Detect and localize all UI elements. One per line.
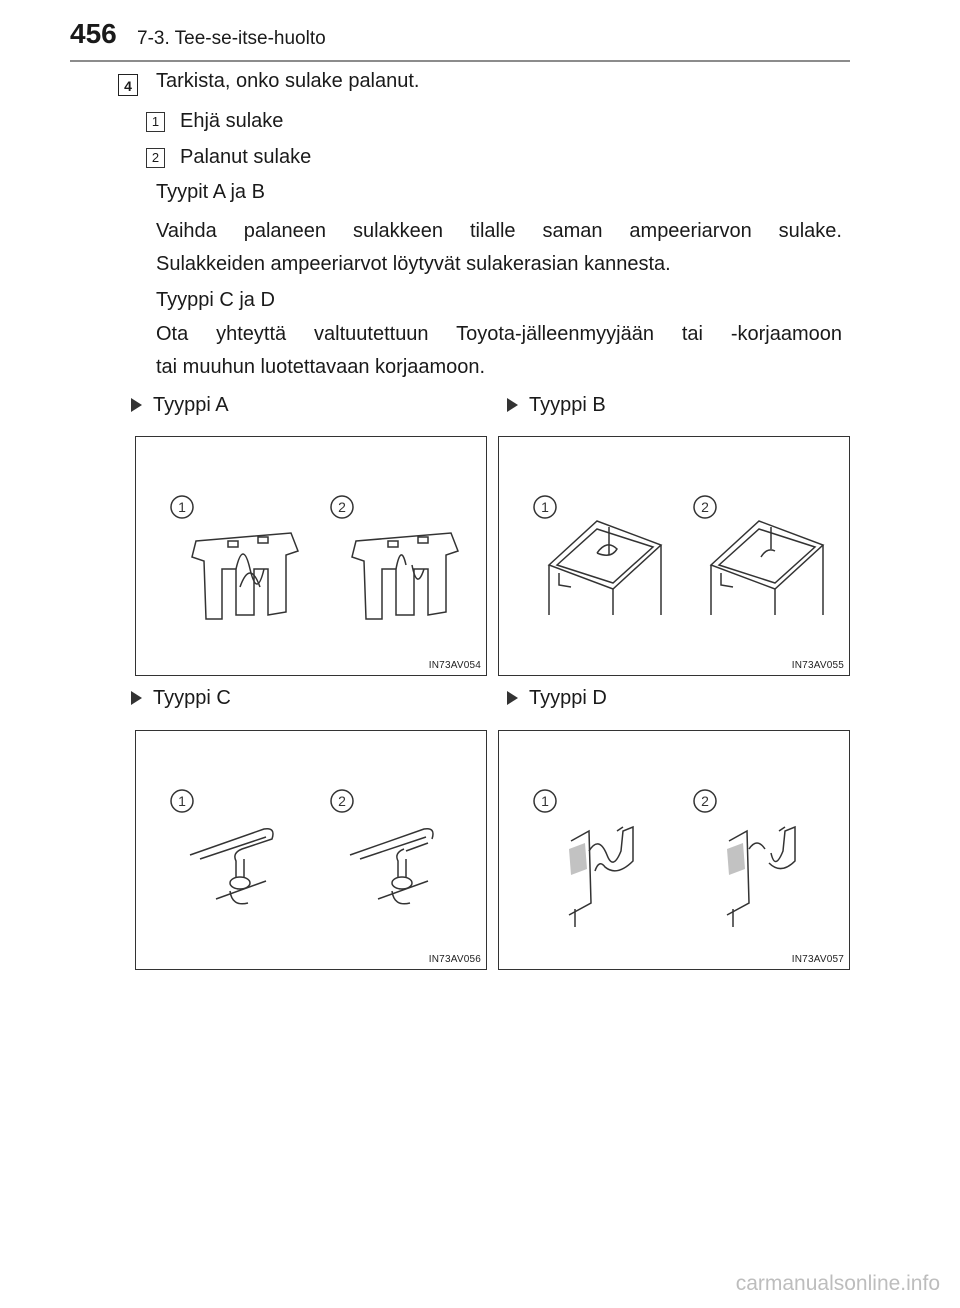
- figure-code: IN73AV056: [428, 954, 481, 965]
- types-cd-heading: Tyyppi C ja D: [156, 289, 275, 311]
- replace-instruction-line-1: Vaihda palaneen sulakkeen tilalle saman ampeeriarvon sulake.: [156, 220, 842, 242]
- label-good-fuse: 1: [178, 499, 186, 515]
- step-number-badge: 4: [118, 74, 138, 96]
- triangle-bullet-icon: [507, 691, 518, 705]
- label-good-fuse: 1: [541, 499, 549, 515]
- types-ab-heading: Tyypit A ja B: [156, 181, 265, 203]
- step-instruction: Tarkista, onko sulake palanut.: [156, 70, 420, 92]
- triangle-bullet-icon: [131, 691, 142, 705]
- figure-code: IN73AV055: [791, 660, 844, 671]
- item-2-number-badge: 2: [146, 148, 165, 168]
- label-blown-fuse: 2: [338, 499, 346, 515]
- label-blown-fuse: 2: [338, 793, 346, 809]
- figure-type-a: [135, 436, 487, 676]
- fuse-type-b-illustration: [499, 437, 851, 677]
- fuse-type-d-illustration: [499, 731, 851, 971]
- item-1-number-badge: 1: [146, 112, 165, 132]
- figure-type-d: [498, 730, 850, 970]
- figure-type-b: [498, 436, 850, 676]
- label-blown-fuse: 2: [701, 499, 709, 515]
- caption-type-c: Tyyppi C: [131, 687, 231, 710]
- watermark: carmanualsonline.info: [735, 1272, 940, 1295]
- triangle-bullet-icon: [507, 398, 518, 412]
- caption-type-d: Tyyppi D: [507, 687, 607, 710]
- figure-code: IN73AV057: [791, 954, 844, 965]
- contact-instruction-line-1: Ota yhteyttä valtuutettuun Toyota-jälleenmyyjään tai -korjaamoon: [156, 323, 842, 345]
- figure-code: IN73AV054: [428, 660, 481, 671]
- label-good-fuse: 1: [178, 793, 186, 809]
- caption-type-a: Tyyppi A: [131, 394, 229, 417]
- triangle-bullet-icon: [131, 398, 142, 412]
- label-good-fuse: 1: [541, 793, 549, 809]
- page-number: 456: [70, 18, 117, 49]
- label-blown-fuse: 2: [701, 793, 709, 809]
- fuse-type-a-illustration: [136, 437, 488, 677]
- section-title: 7-3. Tee-se-itse-huolto: [137, 28, 326, 49]
- item-2-label: Palanut sulake: [180, 146, 312, 168]
- caption-type-b: Tyyppi B: [507, 394, 606, 417]
- replace-instruction-line-2: Sulakkeiden ampeeriarvot löytyvät sulakerasian kannesta.: [156, 253, 671, 275]
- contact-instruction-line-2: tai muuhun luotettavaan korjaamoon.: [156, 356, 486, 378]
- figure-type-c: [135, 730, 487, 970]
- fuse-type-c-illustration: [136, 731, 488, 971]
- item-1-label: Ehjä sulake: [180, 110, 284, 132]
- header-divider: [70, 60, 850, 62]
